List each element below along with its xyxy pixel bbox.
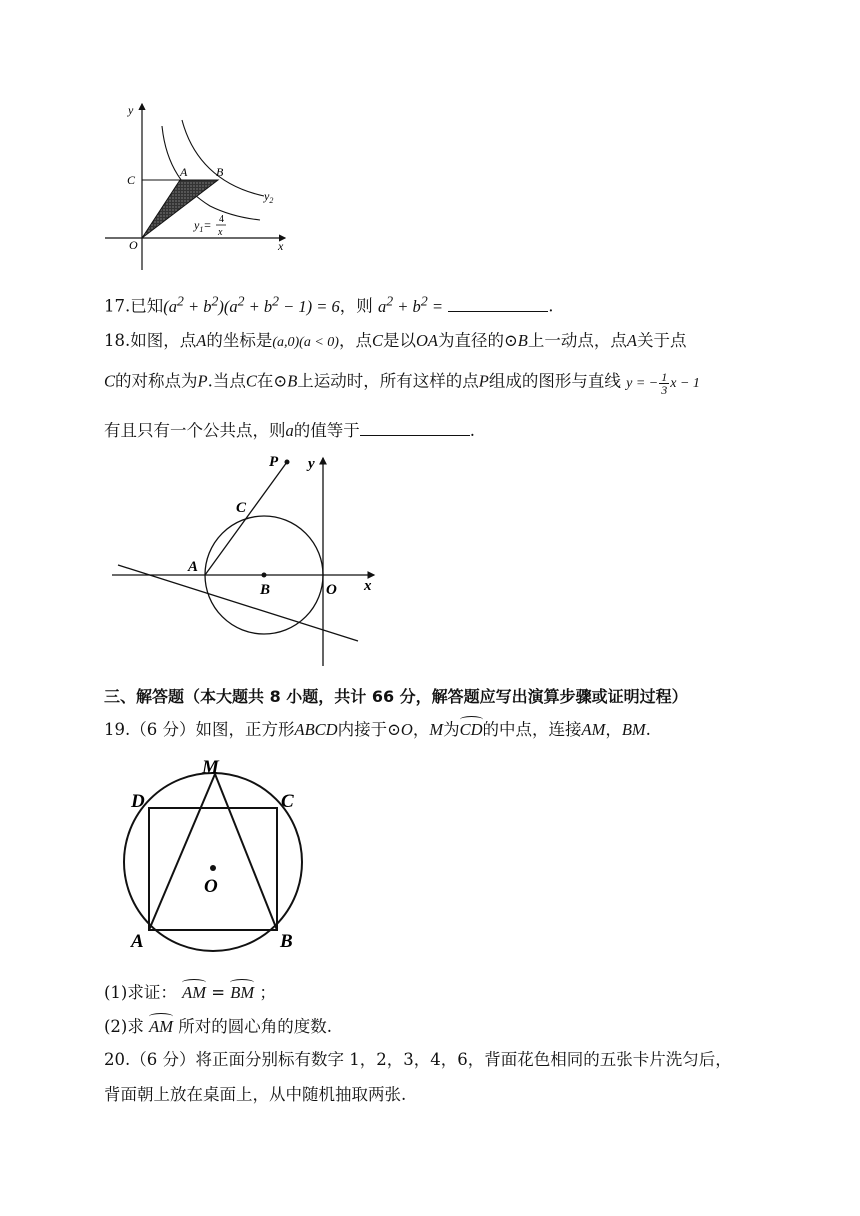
question-18-line1: 18.如图，点A的坐标是(a,0)(a < 0)，点C是以OA为直径的⊙B上一动点，点A关于点 <box>104 331 687 350</box>
figure-circle-B <box>112 448 392 670</box>
segment-AP <box>205 462 287 575</box>
label-C: C <box>281 791 294 812</box>
label-B: B <box>260 582 271 598</box>
label-y2: $y_2$ <box>264 189 274 205</box>
line-equation: y = − $\frac{1}{3}$ x − 1 <box>626 370 700 397</box>
label-P: P <box>269 454 279 470</box>
label-y1-den: x <box>218 227 223 238</box>
point-P <box>285 460 290 465</box>
equation-17: $(a^2 + b^2)(a^2 + b^2 - 1) = 6$ <box>163 293 340 316</box>
question-19-part2: (2)求 AM 所对的圆心角的度数. <box>104 1017 332 1036</box>
label-O: O <box>204 876 218 897</box>
segment-AM <box>149 774 215 930</box>
center-O <box>210 865 216 871</box>
figure-inverse-function <box>100 98 300 276</box>
question-19-part1: (1)求证： AM = BM ； <box>104 983 276 1002</box>
label-M: M <box>202 757 219 778</box>
label-x: x <box>364 578 372 594</box>
question-20-line2: 背面朝上放在桌面上，从中随机抽取两张. <box>104 1085 407 1104</box>
answer-blank-17[interactable] <box>448 295 548 312</box>
line-y-neg-third-x-minus-1 <box>118 565 358 641</box>
answer-blank-18[interactable] <box>360 419 470 436</box>
segment-BM <box>215 774 277 930</box>
label-x: x <box>278 239 284 253</box>
label-D: D <box>131 791 145 812</box>
question-20-line1: 20.（6 分）将正面分别标有数字 1，2，3，4，6，背面花色相同的五张卡片洗匀后， <box>104 1050 732 1069</box>
question-19: 19.（6 分）如图，正方形ABCD内接于⊙O，M为CD的中点，连接AM，BM. <box>104 720 651 739</box>
label-A: A <box>188 559 199 575</box>
section-3-heading: 三、解答题（本大题共 8 小题，共计 66 分，解答题应写出演算步骤或证明过程） <box>104 687 688 706</box>
question-18-line3: 有且只有一个公共点，则a的值等于 . <box>104 421 475 440</box>
expression-a2b2: $a^2 + b^2$ = <box>378 293 443 316</box>
label-C: C <box>236 500 247 516</box>
question-18-line2: C的对称点为P.当点C在⊙B上运动时，所有这样的点P组成的图形与直线 y = − $\frac{1}{3}$ x − 1 <box>104 370 700 397</box>
label-B: B <box>216 165 224 179</box>
label-A: A <box>180 165 188 179</box>
figure-square-in-circle <box>118 755 318 955</box>
label-O: O <box>326 582 337 598</box>
label-y1-num: 4 <box>219 214 224 225</box>
label-y: y <box>308 456 315 472</box>
label-A: A <box>131 931 144 952</box>
point-B <box>262 573 267 578</box>
label-y: y <box>128 103 134 117</box>
label-B: B <box>280 931 293 952</box>
label-y1: $y_1=$ <box>194 218 212 234</box>
label-O: O <box>129 238 138 252</box>
label-C: C <box>127 173 136 187</box>
question-17: 17.已知$(a^2 + b^2)(a^2 + b^2 - 1) = 6$，则 $a^2 + b^2$ = . <box>104 293 554 316</box>
